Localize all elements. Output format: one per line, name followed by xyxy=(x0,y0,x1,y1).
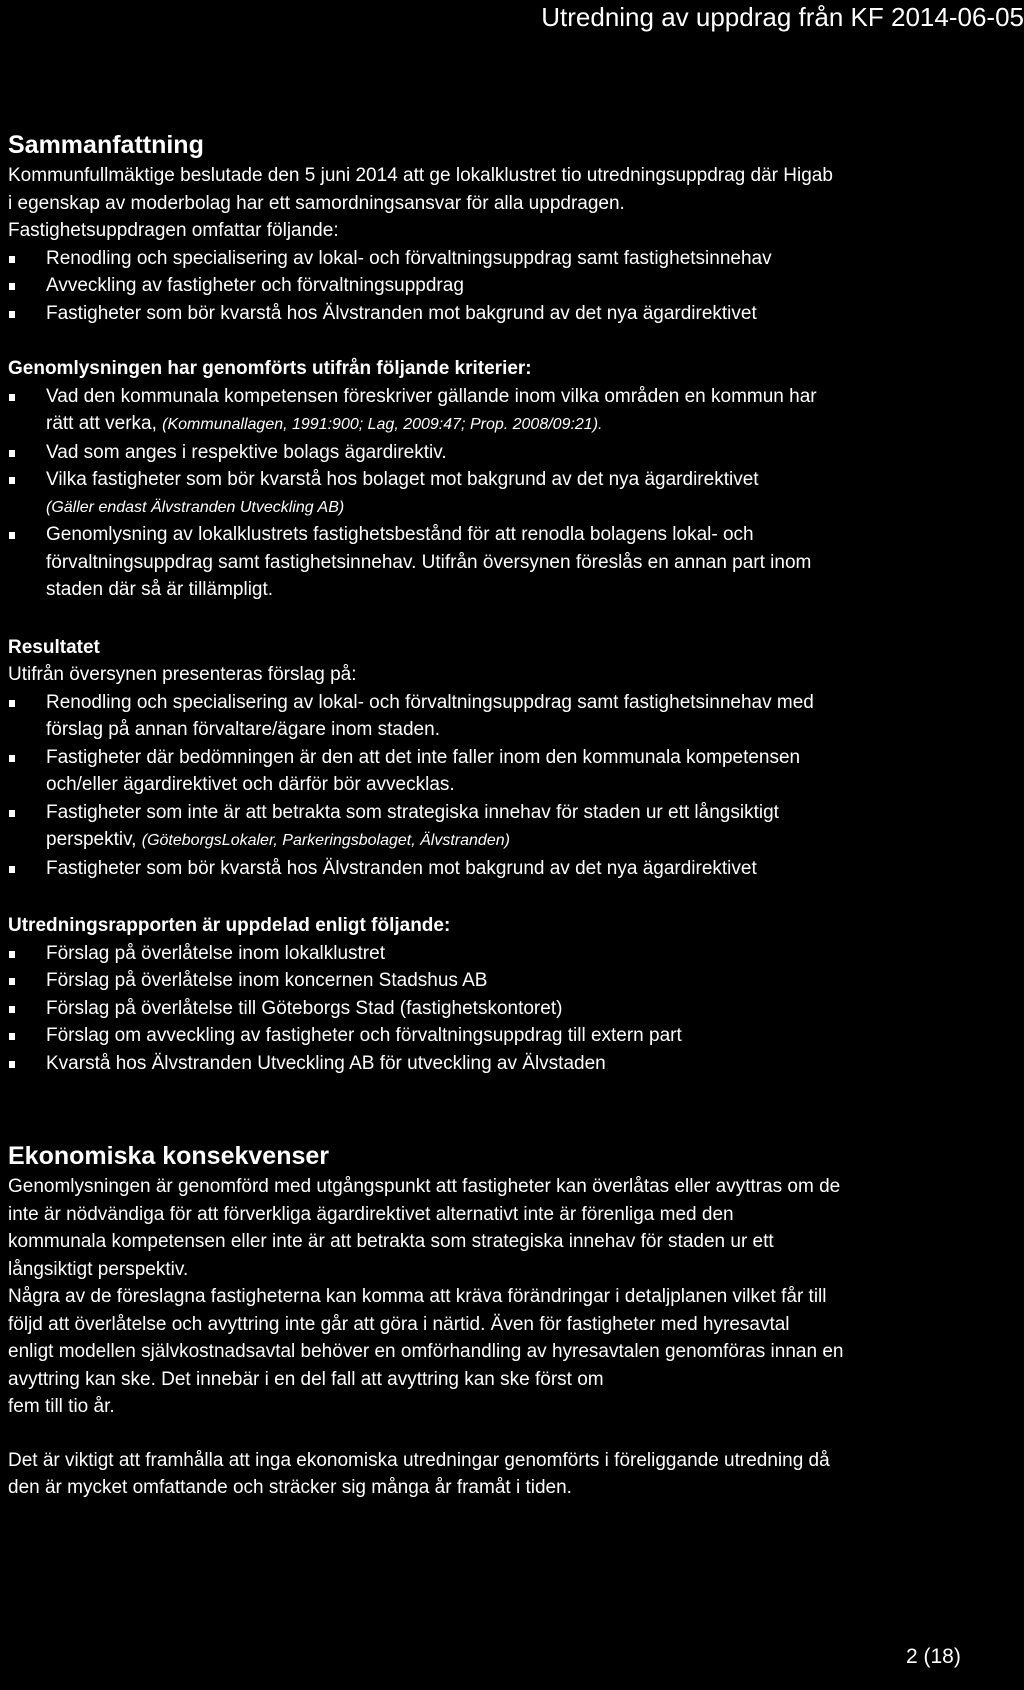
list-item-text: Förslag på överlåtelse till Göteborgs Stad (fastighetskontoret) xyxy=(46,997,563,1019)
bullet-icon xyxy=(9,283,15,290)
list-item-text: Vilka fastigheter som bör kvarstå hos bolaget mot bakgrund av det nya ägardirektivet xyxy=(46,469,759,490)
list-item-text: förslag på annan förvaltare/ägare inom staden. xyxy=(46,719,440,740)
bullet-icon xyxy=(9,1061,15,1068)
economic-section xyxy=(8,1139,1008,1502)
list-item-text: Förslag på överlåtelse inom koncernen Stadshus AB xyxy=(46,970,488,991)
list-item-text-continued xyxy=(46,410,1008,439)
company-reference: (GöteborgsLokaler, Parkeringsbolaget, Älvstranden) xyxy=(141,832,510,849)
paragraph-line: den är mycket omfattande och sträcker sig många år framåt i tiden. xyxy=(8,1477,572,1498)
list-item xyxy=(8,245,1008,273)
report-structure-section xyxy=(8,912,1008,1077)
list-item-text-continued xyxy=(46,826,1008,855)
bullet-icon xyxy=(9,311,15,318)
list-item xyxy=(8,744,1008,799)
list-item-text: Kvarstå hos Älvstranden Utveckling AB för utveckling av Älvstaden xyxy=(46,1052,606,1074)
list-item xyxy=(8,383,1008,439)
list-item-text: Fastigheter där bedömningen är den att det inte faller inom den kommunala kompetensen xyxy=(46,746,801,768)
spacer xyxy=(8,327,1008,355)
bullet-icon xyxy=(9,978,15,985)
list-item xyxy=(8,799,1008,855)
bullet-icon xyxy=(9,450,15,457)
summary-intro-line: Kommunfullmäktige beslutade den 5 juni 2014 att ge lokalklustret tio utredningsuppdrag där Higab xyxy=(8,165,833,186)
list-item xyxy=(8,940,1008,968)
list-item-text: Fastigheter som bör kvarstå hos Älvstranden mot bakgrund av det nya ägardirektivet xyxy=(46,302,757,324)
criteria-section xyxy=(8,355,1008,604)
criteria-heading: Genomlysningen har genomförts utifrån följande kriterier: xyxy=(8,358,532,379)
spacer xyxy=(8,1077,1008,1139)
paragraph-line: enligt modellen självkostnadsavtal behöver en omförhandling av hyresavtalen genomföras innan en xyxy=(8,1341,844,1362)
bullet-icon xyxy=(9,394,15,401)
paragraph-line: avyttring kan ske. Det innebär i en del fall att avyttring kan ske först om xyxy=(8,1368,604,1390)
scope-note: (Gäller endast Älvstranden Utveckling AB) xyxy=(46,498,345,516)
list-item xyxy=(8,466,1008,521)
list-item-text: och/eller ägardirektivet och därför bör avvecklas. xyxy=(46,774,455,795)
spacer xyxy=(8,604,1008,634)
paragraph-line: inte är nödvändiga för att förverkliga ägardirektivet alternativt inte är förenliga med den xyxy=(8,1203,734,1225)
list-item-text: Renodling och specialisering av lokal- och förvaltningsuppdrag samt fastighetsinnehav xyxy=(46,247,772,269)
spacer xyxy=(8,1421,1008,1447)
page-number: 2 (18) xyxy=(906,1645,961,1668)
paragraph-line: fem till tio år. xyxy=(8,1396,115,1417)
economic-paragraph-2 xyxy=(8,1283,1008,1421)
list-item-text: Genomlysning av lokalklustrets fastighetsbestånd för att renodla bolagens lokal- och xyxy=(46,524,754,545)
page-content xyxy=(8,128,1008,1502)
bullet-icon xyxy=(9,477,15,484)
list-item-text: Renodling och specialisering av lokal- och förvaltningsuppdrag samt fastighetsinnehav med xyxy=(46,691,814,713)
bullet-icon xyxy=(9,532,15,539)
list-item xyxy=(8,967,1008,995)
result-section xyxy=(8,634,1008,883)
list-item xyxy=(8,1050,1008,1078)
paragraph-line: följd att överlåtelse och avyttring inte går att göra i närtid. Även för fastigheter med hyresavtal xyxy=(8,1313,790,1335)
paragraph-line: Det är viktigt att framhålla att inga ekonomiska utredningar genomförts i föreliggande utredning då xyxy=(8,1449,830,1471)
bullet-icon xyxy=(9,700,15,707)
list-item-text: Avveckling av fastigheter och förvaltningsuppdrag xyxy=(46,275,464,296)
list-item-text: Förslag på överlåtelse inom lokalklustret xyxy=(46,942,385,964)
list-item-text: Fastigheter som inte är att betrakta som strategiska innehav för staden ur ett långsiktigt xyxy=(46,801,779,823)
economic-title: Ekonomiska konsekvenser xyxy=(8,1142,329,1170)
list-item-text: staden där så är tillämpligt. xyxy=(46,579,274,600)
result-heading: Resultatet xyxy=(8,636,100,658)
bullet-icon xyxy=(9,755,15,762)
bullet-icon xyxy=(9,1006,15,1013)
result-intro: Utifrån översynen presenteras förslag på: xyxy=(8,664,357,685)
list-item-text: förvaltningsuppdrag samt fastighetsinnehav. Utifrån översynen föreslås en annan part inom xyxy=(46,551,812,573)
paragraph-line: Några av de föreslagna fastigheterna kan komma att kräva förändringar i detaljplanen vilket får till xyxy=(8,1286,827,1307)
summary-section xyxy=(8,128,1008,327)
list-item-text: rätt att verka, xyxy=(46,413,157,434)
economic-paragraph-1 xyxy=(8,1173,1008,1283)
list-item xyxy=(8,272,1008,300)
summary-intro-line: i egenskap av moderbolag har ett samordningsansvar för alla uppdragen. xyxy=(8,192,625,214)
bullet-icon xyxy=(9,1033,15,1040)
legal-reference: (Kommunallagen, 1991:900; Lag, 2009:47; Prop. 2008/09:21). xyxy=(162,416,603,433)
bullet-icon xyxy=(9,810,15,817)
economic-paragraph-3 xyxy=(8,1447,1008,1502)
summary-list xyxy=(8,245,1008,328)
result-list xyxy=(8,689,1008,883)
paragraph-line: Genomlysningen är genomförd med utgångspunkt att fastigheter kan överlåtas eller avyttras om de xyxy=(8,1176,841,1197)
running-header: Utredning av uppdrag från KF 2014-06-05 xyxy=(541,2,1024,32)
list-item xyxy=(8,689,1008,744)
paragraph-line: kommunala kompetensen eller inte är att betrakta som strategiska innehav för staden ur ett xyxy=(8,1231,774,1252)
spacer xyxy=(8,882,1008,912)
criteria-list xyxy=(8,383,1008,604)
list-item-text: Vad som anges i respektive bolags ägardirektiv. xyxy=(46,441,447,463)
paragraph-line: långsiktigt perspektiv. xyxy=(8,1258,189,1280)
list-item xyxy=(8,1022,1008,1050)
list-item xyxy=(8,300,1008,328)
list-item-text: Vad den kommunala kompetensen föreskriver gällande inom vilka områden en kommun har xyxy=(46,385,817,407)
list-item-text: perspektiv, xyxy=(46,829,137,850)
list-item xyxy=(8,521,1008,604)
list-item-text: Fastigheter som bör kvarstå hos Älvstranden mot bakgrund av det nya ägardirektivet xyxy=(46,857,757,879)
bullet-icon xyxy=(9,866,15,873)
list-item xyxy=(8,995,1008,1023)
summary-title: Sammanfattning xyxy=(8,131,204,159)
report-heading: Utredningsrapporten är uppdelad enligt följande: xyxy=(8,915,451,936)
bullet-icon xyxy=(9,256,15,263)
list-item xyxy=(8,855,1008,883)
list-item-text: Förslag om avveckling av fastigheter och förvaltningsuppdrag till extern part xyxy=(46,1025,682,1046)
list-item xyxy=(8,439,1008,467)
bullet-icon xyxy=(9,951,15,958)
report-list xyxy=(8,940,1008,1078)
summary-list-intro: Fastighetsuppdragen omfattar följande: xyxy=(8,220,339,241)
